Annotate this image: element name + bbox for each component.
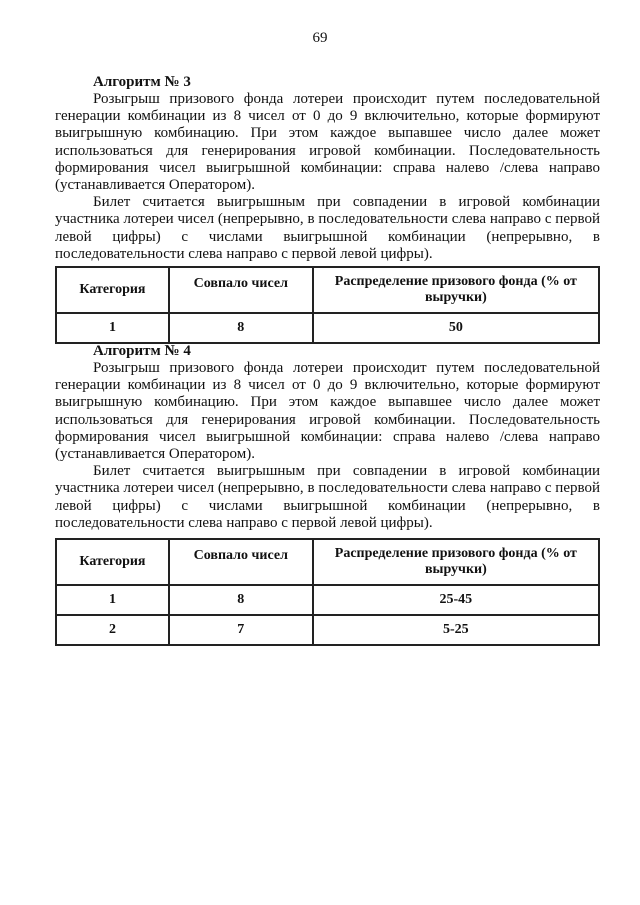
- cell-prize: 25-45: [313, 585, 599, 615]
- cell-category: 1: [56, 313, 169, 343]
- table-row: [56, 313, 599, 343]
- algorithm-4-prize-table: [55, 538, 600, 646]
- algorithm-4-description: Розыгрыш призового фонда лотереи происходит путем последовательной генерации комбинации из 8 чисел от 0 до 9 включительно, которые формируют выигрышную комбинацию. При этом каждое выпавшее число далее может использоваться для генерирования игровой комбинации. Последовательность формирования чисел выигрышной комбинации: справа налево /слева направо (устанавливается Оператором).: [55, 360, 600, 463]
- cell-prize: 50: [313, 313, 599, 343]
- cell-prize: 5-25: [313, 615, 599, 645]
- header-prize-distribution: Распределение призового фонда (% от выручки): [313, 539, 599, 585]
- table-row: [56, 615, 599, 645]
- algorithm-4-winning-condition: Билет считается выигрышным при совпадении в игровой комбинации участника лотереи чисел (непрерывно, в последовательности слева направо с первой левой цифры) с числами выигрышной комбинации (непрерывно, в последовательности слева направо с первой левой цифры).: [55, 463, 600, 531]
- algorithm-4-heading: Алгоритм № 4: [93, 343, 191, 359]
- header-matched-numbers: Совпало чисел: [169, 539, 313, 585]
- cell-matched: 8: [169, 585, 313, 615]
- page-number: 69: [312, 30, 328, 46]
- algorithm-3-winning-condition: Билет считается выигрышным при совпадении в игровой комбинации участника лотереи чисел (непрерывно, в последовательности слева направо с первой левой цифры) с числами выигрышной комбинации (непрерывно, в последовательности слева направо с первой левой цифры).: [55, 194, 600, 262]
- algorithm-3-section: [55, 74, 600, 344]
- table-row: [56, 585, 599, 615]
- algorithm-3-prize-table: [55, 266, 600, 344]
- cell-matched: 7: [169, 615, 313, 645]
- cell-matched: 8: [169, 313, 313, 343]
- algorithm-3-description: Розыгрыш призового фонда лотереи происходит путем последовательной генерации комбинации из 8 чисел от 0 до 9 включительно, которые формируют выигрышную комбинацию. При этом каждое выпавшее число далее может использоваться для генерирования игровой комбинации. Последовательность формирования чисел выигрышной комбинации: справа налево /слева направо (устанавливается Оператором).: [55, 91, 600, 194]
- header-category: Категория: [56, 267, 169, 313]
- header-prize-distribution: Распределение призового фонда (% от выручки): [313, 267, 599, 313]
- algorithm-4-section: [55, 343, 600, 646]
- algorithm-3-heading: Алгоритм № 3: [93, 74, 191, 90]
- table-header-row: [56, 267, 599, 313]
- header-category: Категория: [56, 539, 169, 585]
- cell-category: 1: [56, 585, 169, 615]
- table-header-row: [56, 539, 599, 585]
- cell-category: 2: [56, 615, 169, 645]
- header-matched-numbers: Совпало чисел: [169, 267, 313, 313]
